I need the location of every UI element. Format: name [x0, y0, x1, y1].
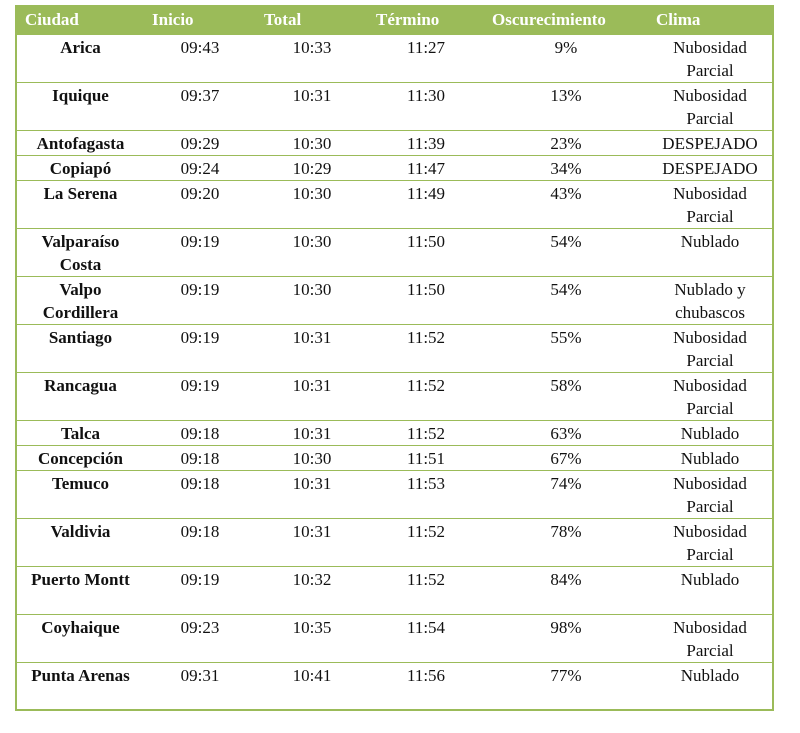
cell-clima: DESPEJADO — [648, 155, 773, 180]
cell-oscurecimiento: 9% — [484, 34, 648, 82]
cell-ciudad: Valdivia — [16, 518, 144, 566]
cell-clima: Nubosidad Parcial — [648, 180, 773, 228]
table-header — [16, 6, 773, 34]
cell-termino: 11:52 — [368, 324, 484, 372]
cell-total: 10:30 — [256, 228, 368, 276]
cell-total: 10:35 — [256, 614, 368, 662]
table-row — [16, 372, 773, 420]
cell-oscurecimiento: 54% — [484, 228, 648, 276]
cell-inicio: 09:31 — [144, 662, 256, 710]
cell-total: 10:29 — [256, 155, 368, 180]
table-row — [16, 518, 773, 566]
cell-termino: 11:50 — [368, 276, 484, 324]
cell-termino: 11:50 — [368, 228, 484, 276]
cell-termino: 11:27 — [368, 34, 484, 82]
cell-inicio: 09:24 — [144, 155, 256, 180]
cell-oscurecimiento: 67% — [484, 445, 648, 470]
cell-ciudad: Valpo Cordillera — [16, 276, 144, 324]
table-row — [16, 420, 773, 445]
eclipse-times-table — [15, 5, 774, 711]
cell-clima: DESPEJADO — [648, 130, 773, 155]
table-row — [16, 662, 773, 710]
cell-total: 10:31 — [256, 470, 368, 518]
cell-clima: Nubosidad Parcial — [648, 324, 773, 372]
cell-clima: Nubosidad Parcial — [648, 34, 773, 82]
cell-total: 10:31 — [256, 82, 368, 130]
cell-ciudad: Santiago — [16, 324, 144, 372]
cell-total: 10:31 — [256, 518, 368, 566]
header-ciudad: Ciudad — [25, 10, 79, 30]
cell-clima: Nubosidad Parcial — [648, 614, 773, 662]
cell-inicio: 09:18 — [144, 420, 256, 445]
cell-clima: Nubosidad Parcial — [648, 82, 773, 130]
cell-oscurecimiento: 84% — [484, 566, 648, 614]
cell-total: 10:41 — [256, 662, 368, 710]
header-oscurecimiento: Oscurecimiento — [492, 10, 606, 30]
cell-inicio: 09:19 — [144, 324, 256, 372]
cell-oscurecimiento: 54% — [484, 276, 648, 324]
cell-termino: 11:52 — [368, 372, 484, 420]
cell-ciudad: Rancagua — [16, 372, 144, 420]
cell-ciudad: Talca — [16, 420, 144, 445]
cell-inicio: 09:37 — [144, 82, 256, 130]
cell-oscurecimiento: 23% — [484, 130, 648, 155]
cell-clima: Nubosidad Parcial — [648, 372, 773, 420]
header-row — [16, 6, 773, 34]
cell-ciudad: Puerto Montt — [16, 566, 144, 614]
cell-inicio: 09:19 — [144, 228, 256, 276]
cell-total: 10:32 — [256, 566, 368, 614]
cell-termino: 11:51 — [368, 445, 484, 470]
table-row — [16, 276, 773, 324]
cell-inicio: 09:29 — [144, 130, 256, 155]
table-row — [16, 130, 773, 155]
table-row — [16, 470, 773, 518]
cell-termino: 11:52 — [368, 566, 484, 614]
cell-ciudad: Iquique — [16, 82, 144, 130]
table-body — [16, 34, 773, 710]
cell-termino: 11:49 — [368, 180, 484, 228]
cell-total: 10:30 — [256, 130, 368, 155]
cell-oscurecimiento: 55% — [484, 324, 648, 372]
cell-inicio: 09:18 — [144, 518, 256, 566]
table-row — [16, 445, 773, 470]
cell-ciudad: Arica — [16, 34, 144, 82]
cell-termino: 11:39 — [368, 130, 484, 155]
table-row — [16, 324, 773, 372]
cell-inicio: 09:19 — [144, 566, 256, 614]
cell-clima: Nublado — [648, 228, 773, 276]
cell-termino: 11:30 — [368, 82, 484, 130]
cell-ciudad: Concepción — [16, 445, 144, 470]
cell-oscurecimiento: 43% — [484, 180, 648, 228]
cell-ciudad: Punta Arenas — [16, 662, 144, 710]
cell-ciudad: Temuco — [16, 470, 144, 518]
cell-clima: Nublado — [648, 662, 773, 710]
table-row — [16, 566, 773, 614]
table-row — [16, 614, 773, 662]
cell-clima: Nublado — [648, 420, 773, 445]
cell-termino: 11:53 — [368, 470, 484, 518]
cell-clima: Nubosidad Parcial — [648, 518, 773, 566]
cell-clima: Nublado y chubascos — [648, 276, 773, 324]
cell-termino: 11:52 — [368, 518, 484, 566]
cell-total: 10:33 — [256, 34, 368, 82]
cell-ciudad: Coyhaique — [16, 614, 144, 662]
cell-inicio: 09:43 — [144, 34, 256, 82]
cell-inicio: 09:19 — [144, 372, 256, 420]
cell-oscurecimiento: 98% — [484, 614, 648, 662]
header-termino: Término — [376, 10, 440, 30]
cell-ciudad: Copiapó — [16, 155, 144, 180]
cell-oscurecimiento: 74% — [484, 470, 648, 518]
table-row — [16, 155, 773, 180]
cell-termino: 11:54 — [368, 614, 484, 662]
cell-clima: Nublado — [648, 566, 773, 614]
cell-oscurecimiento: 13% — [484, 82, 648, 130]
cell-total: 10:30 — [256, 276, 368, 324]
cell-termino: 11:52 — [368, 420, 484, 445]
table-row — [16, 180, 773, 228]
cell-termino: 11:47 — [368, 155, 484, 180]
cell-inicio: 09:23 — [144, 614, 256, 662]
cell-oscurecimiento: 78% — [484, 518, 648, 566]
cell-total: 10:31 — [256, 324, 368, 372]
cell-inicio: 09:20 — [144, 180, 256, 228]
table-row — [16, 34, 773, 82]
cell-inicio: 09:18 — [144, 445, 256, 470]
cell-total: 10:31 — [256, 420, 368, 445]
cell-termino: 11:56 — [368, 662, 484, 710]
cell-inicio: 09:18 — [144, 470, 256, 518]
cell-ciudad: Valparaíso Costa — [16, 228, 144, 276]
cell-oscurecimiento: 58% — [484, 372, 648, 420]
header-inicio: Inicio — [152, 10, 194, 30]
cell-clima: Nubosidad Parcial — [648, 470, 773, 518]
cell-oscurecimiento: 34% — [484, 155, 648, 180]
table-row — [16, 228, 773, 276]
table-row — [16, 82, 773, 130]
cell-total: 10:30 — [256, 180, 368, 228]
cell-inicio: 09:19 — [144, 276, 256, 324]
header-total: Total — [264, 10, 302, 30]
cell-total: 10:31 — [256, 372, 368, 420]
cell-clima: Nublado — [648, 445, 773, 470]
cell-ciudad: La Serena — [16, 180, 144, 228]
cell-ciudad: Antofagasta — [16, 130, 144, 155]
cell-oscurecimiento: 63% — [484, 420, 648, 445]
cell-total: 10:30 — [256, 445, 368, 470]
header-clima: Clima — [656, 10, 701, 30]
cell-oscurecimiento: 77% — [484, 662, 648, 710]
